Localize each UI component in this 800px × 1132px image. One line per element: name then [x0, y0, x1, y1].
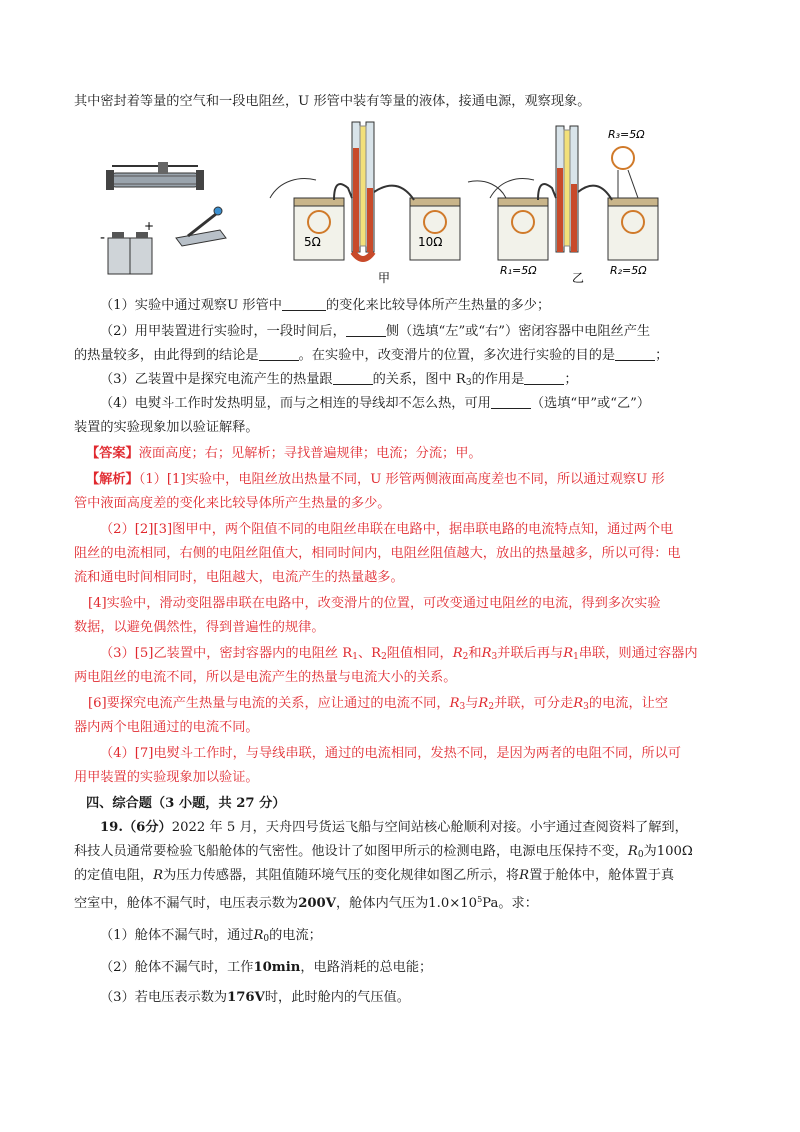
- symbol: R: [153, 868, 164, 883]
- analysis-line-9: 两电阻丝的电流不同，所以是电流产生的热量与电流大小的关系。: [74, 670, 457, 685]
- text: 和: [468, 646, 482, 661]
- subscript: 3: [491, 652, 498, 662]
- text: 为100Ω: [643, 844, 693, 859]
- text: 与: [465, 696, 479, 711]
- q1-text-b: 的变化来比较导体所产生热量的多少；: [325, 298, 551, 313]
- analysis-line-1: [86, 470, 746, 490]
- text: 的电流，让空: [588, 696, 669, 711]
- q3-text-c: 的作用是: [471, 372, 525, 387]
- symbol: R: [573, 696, 584, 711]
- text: 置于舱体中，舱体置于真: [529, 868, 675, 883]
- apparatus-jia: [270, 122, 506, 285]
- q19-line-3: [74, 866, 734, 886]
- rheostat-icon: [106, 162, 204, 190]
- text: 2022 年 5 月，天舟四号货运飞船与空间站核心舱顺利对接。小宇通过查阅资料了解到，: [171, 820, 688, 835]
- section-heading: 四、综合题（3 小题，共 27 分）: [86, 796, 286, 811]
- pressure-value: 1.0×10: [428, 896, 478, 911]
- q1-text-a: （1）实验中通过观察U 形管中: [100, 298, 282, 313]
- q19-sub-3: [100, 988, 734, 1008]
- battery-minus-label: -: [100, 230, 106, 246]
- analysis-line-2: 管中液面高度差的变化来比较导体所产生热量的多少。: [74, 496, 391, 511]
- voltage-value: 176V: [227, 990, 265, 1005]
- apparatus-yi: [490, 126, 658, 285]
- q19-line-1: [100, 818, 760, 838]
- text: 并联后再与: [497, 646, 564, 661]
- q2-text-b: 侧（选填“左”或“右”）密闭容器中电阻丝产生: [385, 324, 651, 339]
- jia-left-resistor-label: 5Ω: [304, 235, 321, 249]
- subscript: 0: [637, 850, 644, 860]
- question-points: （6分）: [122, 820, 172, 835]
- subscript: 1: [573, 652, 579, 662]
- question-4: [100, 394, 734, 414]
- switch-icon: [176, 207, 226, 246]
- q4-text-a: （4）电熨斗工作时发热明显，而与之相连的导线却不怎么热，可用: [100, 396, 491, 411]
- text: ，电路消耗的总电能；: [300, 960, 433, 975]
- text: 串联，则通过容器内: [578, 646, 698, 661]
- symbol: R: [563, 646, 574, 661]
- text: 、R: [357, 646, 382, 661]
- analysis-line-13: 用甲装置的实验现象加以验证。: [74, 770, 259, 785]
- analysis-line-10: [88, 694, 748, 717]
- subscript: 0: [263, 934, 270, 944]
- scale-ruler: [360, 126, 366, 246]
- yi-r2-label: R₂=5Ω: [610, 264, 647, 277]
- text: （3）[5]乙装置中，密封容器内的电阻丝 R: [100, 646, 353, 661]
- analysis-line-6: [4]实验中，滑动变阻器串联在电路中，改变滑片的位置，可改变通过电阻丝的电流，得到多次实验: [88, 596, 661, 611]
- subscript: 2: [488, 702, 495, 712]
- yi-r3-label: R₃=5Ω: [608, 128, 645, 141]
- answer-label: 【答案】: [86, 446, 139, 461]
- symbol: R: [481, 646, 492, 661]
- subscript: 3: [459, 702, 466, 712]
- q3-subscript: 3: [465, 378, 472, 388]
- voltage-value: 200V: [298, 896, 336, 911]
- answer-blank: [491, 394, 531, 409]
- text: 科技人员通常要检验飞船舱体的气密性。他设计了如图甲所示的检测电路，电源电压保持不变，: [74, 844, 628, 859]
- question-2: [100, 322, 734, 342]
- answer-blank: [524, 370, 564, 385]
- analysis-line-3: （2）[2][3]图甲中，两个阻值不同的电阻丝串联在电路中，据串联电路的电流特点知，通过两个电: [100, 522, 674, 537]
- symbol: R: [452, 646, 463, 661]
- text: 为压力传感器，其阻值随环境气压的变化规律如图乙所示，将: [163, 868, 520, 883]
- question-3: [100, 370, 734, 393]
- jia-right-resistor-label: 10Ω: [418, 235, 443, 249]
- text: 阻值相同，: [386, 646, 453, 661]
- text: 空室中，舱体不漏气时，电压表示数为: [74, 896, 299, 911]
- answer-blank: [333, 370, 373, 385]
- text: ，舱体内气压为: [335, 896, 429, 911]
- analysis-line-5: 流和通电时间相同时，电阻越大，电流产生的热量越多。: [74, 570, 404, 585]
- time-value: 10min: [253, 960, 301, 975]
- analysis-text: （1）[1]实验中，电阻丝放出热量不同，U 形管两侧液面高度差也不同，所以通过观察U 形: [138, 472, 665, 487]
- analysis-line-11: 器内两个电阻通过的电流不同。: [74, 720, 259, 735]
- analysis-label: 【解析】: [86, 472, 139, 487]
- answer-line: [86, 444, 746, 464]
- symbol: R: [627, 844, 638, 859]
- text: （3）若电压表示数为: [100, 990, 228, 1005]
- analysis-line-8: [100, 644, 734, 667]
- symbol: R: [253, 928, 264, 943]
- q19-line-4: [74, 890, 734, 914]
- text: （1）舱体不漏气时，通过: [100, 928, 254, 943]
- subscript: 3: [583, 702, 589, 712]
- q4-text-b: （选填“甲”或“乙”）: [530, 396, 651, 411]
- symbol: R: [478, 696, 489, 711]
- q3-text-b: 的关系，图中 R: [372, 372, 466, 387]
- superscript: 5: [477, 895, 483, 904]
- figure-caption-jia: 甲: [378, 271, 391, 285]
- subscript: 2: [462, 652, 469, 662]
- analysis-line-12: （4）[7]电熨斗工作时，与导线串联，通过的电流相同，发热不同，是因为两者的电阻不同，所以可: [100, 746, 681, 761]
- q2-text-a: （2）用甲装置进行实验时，一段时间后，: [100, 324, 346, 339]
- answer-blank: [259, 346, 299, 361]
- q2-text-e: ；: [655, 348, 669, 363]
- q19-sub-2: [100, 958, 734, 978]
- text: （2）舱体不漏气时，工作: [100, 960, 254, 975]
- text: 的定值电阻，: [74, 868, 154, 883]
- subscript: 2: [381, 652, 387, 662]
- question-2-cont: [74, 346, 734, 366]
- answer-blank: [615, 346, 655, 361]
- answer-blank: [282, 296, 326, 311]
- battery-plus-label: +: [144, 219, 155, 233]
- unit: Pa: [482, 896, 499, 911]
- subscript: 1: [352, 652, 358, 662]
- text: 的电流；: [269, 928, 322, 943]
- experiment-figure: [98, 118, 678, 288]
- figure-caption-yi: 乙: [572, 271, 585, 285]
- question-4-cont: 装置的实验现象加以验证解释。: [74, 420, 259, 435]
- text: 。求：: [498, 896, 538, 911]
- yi-r1-label: R₁=5Ω: [500, 264, 537, 277]
- text: 时，此时舱内的气压值。: [264, 990, 410, 1005]
- text: [6]要探究电流产生热量与电流的关系，应让通过的电流不同，: [88, 696, 450, 711]
- question-1: [100, 296, 734, 316]
- analysis-line-4: 阻丝的电流相同，右侧的电阻丝阻值大，相同时间内，电阻丝阻值越大，放出的热量越多，所以可得：电: [74, 546, 681, 561]
- symbol: R: [449, 696, 460, 711]
- q19-line-2: [74, 842, 734, 865]
- battery-icon: [100, 219, 154, 274]
- question-number: 19.: [100, 820, 123, 835]
- q3-text-a: （3）乙装置中是探究电流产生的热量跟: [100, 372, 333, 387]
- answer-text: 液面高度；右；见解析；寻找普遍规律；电流；分流；甲。: [138, 446, 482, 461]
- q3-text-d: ；: [564, 372, 578, 387]
- intro-text: 其中密封着等量的空气和一段电阻丝，U 形管中装有等量的液体，接通电源，观察现象。: [74, 94, 591, 109]
- symbol: R: [519, 868, 530, 883]
- q2-text-c: 的热量较多，由此得到的结论是: [74, 348, 259, 363]
- q2-text-d: 。在实验中，改变滑片的位置，多次进行实验的目的是: [298, 348, 616, 363]
- answer-blank: [346, 322, 386, 337]
- text: 并联，可分走: [494, 696, 574, 711]
- q19-sub-1: [100, 926, 734, 949]
- analysis-line-7: 数据，以避免偶然性，得到普遍性的规律。: [74, 620, 325, 635]
